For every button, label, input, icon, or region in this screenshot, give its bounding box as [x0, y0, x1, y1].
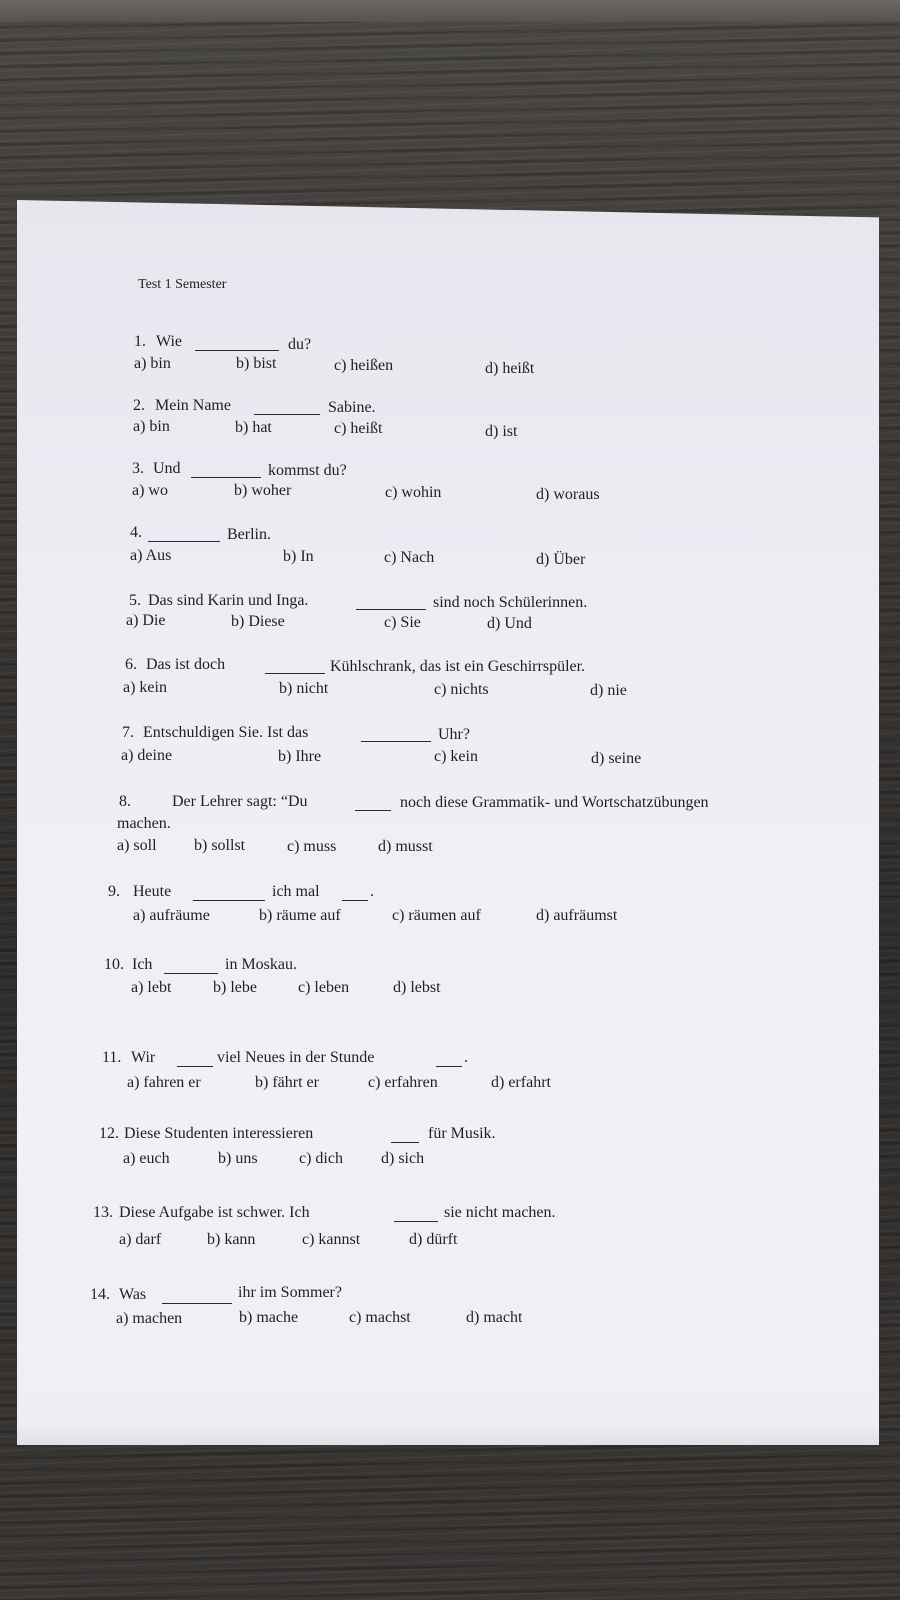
question-number: 6.	[125, 656, 137, 673]
answer-blank[interactable]	[355, 810, 391, 811]
answer-blank[interactable]	[394, 1221, 438, 1222]
question-stem: Kühlschrank, das ist ein Geschirrspüler.	[330, 658, 586, 675]
option-d[interactable]: d) woraus	[536, 486, 600, 503]
option-b[interactable]: b) mache	[239, 1309, 299, 1326]
answer-blank[interactable]	[148, 541, 220, 542]
question-stem: viel Neues in der Stunde	[217, 1049, 375, 1066]
question-number: 7.	[122, 724, 134, 741]
option-b[interactable]: b) In	[283, 548, 314, 565]
option-c[interactable]: c) kein	[434, 748, 478, 765]
option-d[interactable]: d) dürft	[409, 1231, 458, 1248]
question-stem: Mein Name	[155, 397, 231, 414]
question-stem: Berlin.	[227, 526, 271, 543]
answer-blank[interactable]	[265, 673, 325, 674]
question-stem: noch diese Grammatik- und Wortschatzübungen	[400, 794, 709, 811]
question-number: 3.	[132, 460, 144, 477]
question-stem: Das sind Karin und Inga.	[148, 592, 309, 609]
option-a[interactable]: a) lebt	[131, 979, 172, 996]
option-b[interactable]: b) bist	[236, 355, 277, 372]
question-number: 13.	[93, 1204, 113, 1221]
option-d[interactable]: d) heißt	[485, 360, 535, 377]
question-number: 2.	[133, 397, 145, 414]
answer-blank[interactable]	[162, 1303, 232, 1304]
question-stem: Der Lehrer sagt: “Du	[172, 793, 308, 810]
option-d[interactable]: d) nie	[590, 682, 627, 699]
answer-blank[interactable]	[191, 477, 261, 478]
question-stem: du?	[288, 336, 312, 353]
option-d[interactable]: d) aufräumst	[536, 907, 618, 924]
option-a[interactable]: a) bin	[134, 355, 171, 372]
option-c[interactable]: c) räumen auf	[392, 907, 481, 924]
option-a[interactable]: a) fahren er	[127, 1074, 201, 1091]
option-c[interactable]: c) erfahren	[368, 1074, 438, 1091]
question-stem: Sabine.	[328, 399, 376, 416]
option-a[interactable]: a) Aus	[130, 547, 172, 564]
option-d[interactable]: d) ist	[485, 423, 518, 440]
answer-blank[interactable]	[195, 350, 279, 351]
question-stem: Uhr?	[438, 726, 470, 743]
option-d[interactable]: d) musst	[378, 838, 433, 855]
document-title: Test 1 Semester	[138, 277, 227, 292]
question-stem: ich mal	[272, 883, 320, 900]
question-stem: sie nicht machen.	[444, 1204, 556, 1221]
option-b[interactable]: b) hat	[235, 419, 272, 436]
question-stem: Das ist doch	[146, 656, 226, 673]
option-a[interactable]: a) Die	[126, 612, 166, 629]
option-b[interactable]: b) uns	[218, 1150, 258, 1167]
answer-blank[interactable]	[254, 414, 320, 415]
answer-blank[interactable]	[361, 741, 431, 742]
question-stem: Diese Studenten interessieren	[124, 1125, 314, 1142]
option-c[interactable]: c) heißen	[334, 357, 394, 374]
answer-blank[interactable]	[436, 1066, 462, 1067]
option-c[interactable]: c) machst	[349, 1309, 411, 1326]
option-c[interactable]: c) kannst	[302, 1231, 361, 1248]
option-c[interactable]: c) nichts	[434, 681, 489, 698]
question-number: 12.	[99, 1125, 119, 1142]
question-stem: Heute	[133, 883, 172, 900]
option-b[interactable]: b) Ihre	[278, 748, 322, 765]
option-a[interactable]: a) darf	[119, 1231, 162, 1248]
question-stem: Entschuldigen Sie. Ist das	[143, 724, 309, 741]
question-number: 10.	[104, 956, 124, 973]
question-number: 5.	[129, 592, 141, 609]
option-d[interactable]: d) macht	[466, 1309, 523, 1326]
option-a[interactable]: a) euch	[123, 1150, 170, 1167]
question-stem: .	[370, 883, 374, 900]
option-d[interactable]: d) seine	[591, 750, 642, 767]
option-c[interactable]: c) leben	[298, 979, 350, 996]
option-c[interactable]: c) Sie	[384, 614, 421, 631]
question-stem: sind noch Schülerinnen.	[433, 594, 588, 611]
answer-blank[interactable]	[177, 1066, 213, 1067]
answer-blank[interactable]	[391, 1142, 419, 1143]
option-a[interactable]: a) bin	[133, 418, 170, 435]
option-a[interactable]: a) machen	[116, 1310, 183, 1327]
question-number: 9.	[108, 883, 120, 900]
question-number: 4.	[130, 524, 142, 541]
option-b[interactable]: b) sollst	[194, 837, 246, 854]
option-d[interactable]: d) sich	[381, 1150, 425, 1167]
option-c[interactable]: c) heißt	[334, 420, 383, 437]
question-stem: Wir	[131, 1049, 156, 1066]
question-stem: für Musik.	[428, 1125, 496, 1142]
question-stem: kommst du?	[268, 462, 347, 479]
option-a[interactable]: a) wo	[132, 482, 168, 499]
option-a[interactable]: a) aufräume	[133, 907, 210, 924]
option-d[interactable]: d) Über	[536, 551, 586, 568]
answer-blank[interactable]	[342, 900, 368, 901]
option-a[interactable]: a) soll	[117, 837, 157, 854]
answer-blank[interactable]	[193, 900, 265, 901]
question-stem: Und	[153, 460, 181, 477]
question-number: 8.	[119, 793, 131, 810]
question-stem: .	[464, 1049, 468, 1066]
option-a[interactable]: a) kein	[123, 679, 167, 696]
option-b[interactable]: b) fährt er	[255, 1074, 319, 1091]
option-d[interactable]: d) erfahrt	[491, 1074, 551, 1091]
answer-blank[interactable]	[356, 609, 426, 610]
option-c[interactable]: c) muss	[287, 838, 337, 855]
option-b[interactable]: b) nicht	[279, 680, 329, 697]
option-b[interactable]: b) räume auf	[259, 907, 341, 924]
question-stem: Diese Aufgabe ist schwer. Ich	[119, 1204, 310, 1221]
question-stem: machen.	[117, 815, 171, 832]
option-c[interactable]: c) wohin	[385, 484, 442, 501]
question-stem: ihr im Sommer?	[238, 1284, 342, 1301]
option-b[interactable]: b) Diese	[231, 613, 285, 630]
option-d[interactable]: d) lebst	[393, 979, 441, 996]
question-stem: Was	[119, 1286, 147, 1303]
question-stem: in Moskau.	[225, 956, 297, 973]
option-c[interactable]: c) dich	[299, 1150, 343, 1167]
table-surface-edge	[0, 0, 900, 22]
option-c[interactable]: c) Nach	[384, 549, 435, 566]
option-b[interactable]: b) lebe	[213, 979, 257, 996]
option-b[interactable]: b) kann	[207, 1231, 256, 1248]
option-d[interactable]: d) Und	[487, 615, 532, 632]
answer-blank[interactable]	[164, 973, 218, 974]
question-number: 14.	[90, 1286, 110, 1303]
question-number: 11.	[102, 1049, 122, 1066]
option-b[interactable]: b) woher	[234, 482, 292, 499]
question-stem: Ich	[132, 956, 153, 973]
question-number: 1.	[134, 333, 146, 350]
question-stem: Wie	[156, 333, 183, 350]
option-a[interactable]: a) deine	[121, 747, 173, 764]
